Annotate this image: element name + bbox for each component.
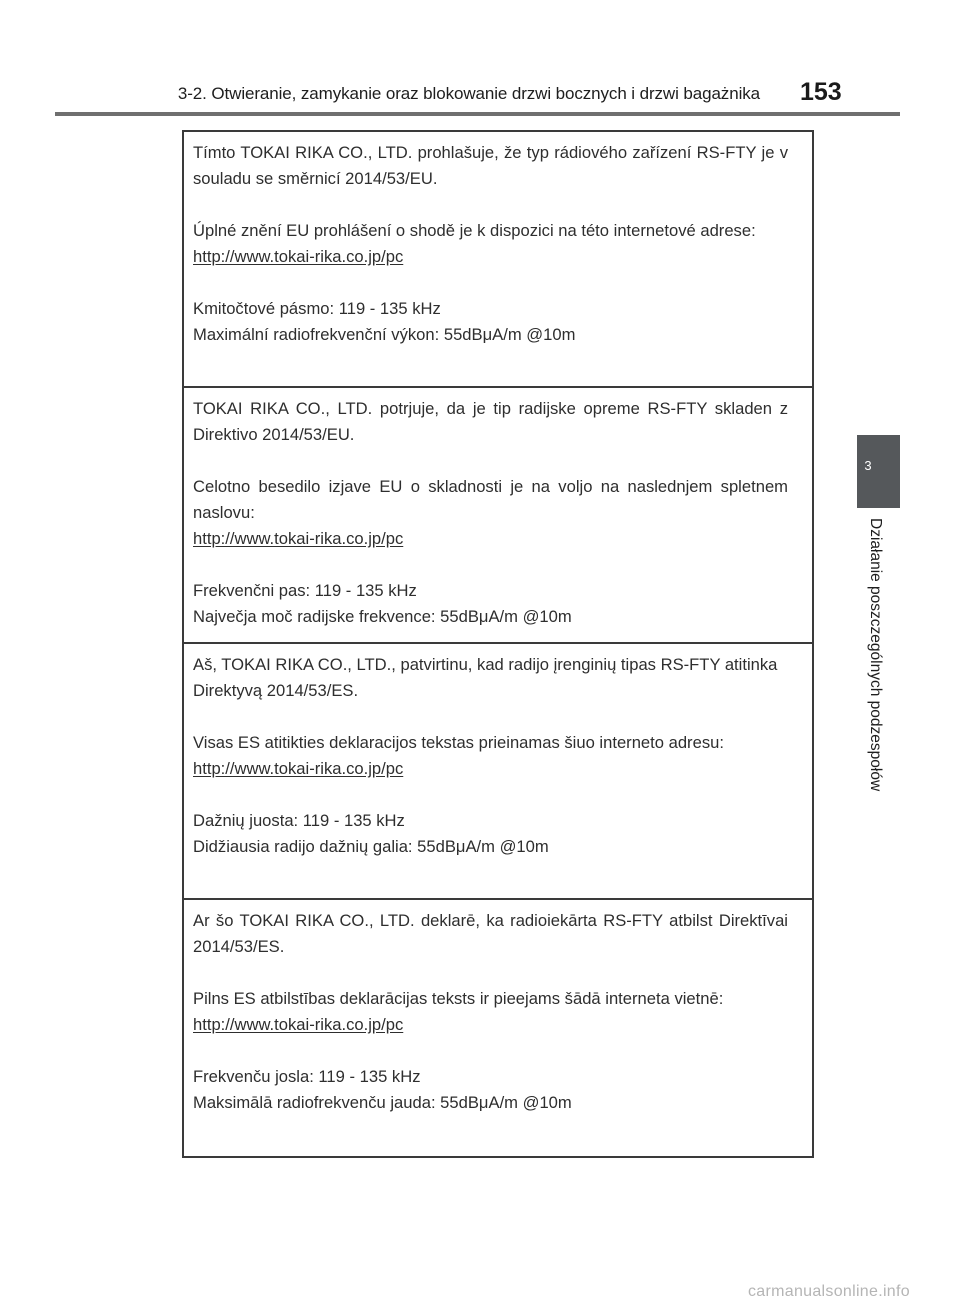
declaration-url-link[interactable]: http://www.tokai-rika.co.jp/pc [193, 1015, 404, 1034]
page-number: 153 [800, 78, 842, 106]
power-text: Maximální radiofrekvenční výkon: 55dBμA/m @10m [193, 325, 576, 344]
power-text: Maksimālā radiofrekvenču jauda: 55dBμA/m @10m [193, 1093, 572, 1112]
chapter-title: Działanie poszczególnych podzespołów [867, 518, 884, 792]
header-divider [55, 112, 900, 116]
watermark: carmanualsonline.info [748, 1283, 910, 1300]
frequency-text: Dažnių juosta: 119 - 135 kHz [193, 811, 405, 830]
declaration-section-slovenian [184, 388, 812, 644]
availability-text: Visas ES atitikties deklaracijos tekstas prieinamas šiuo interneto adresu: [193, 733, 724, 752]
chapter-number: 3 [864, 458, 872, 473]
availability-text: Pilns ES atbilstības deklarācijas teksts ir pieejams šādā interneta vietnē: [193, 989, 724, 1008]
declaration-section-czech [184, 132, 812, 388]
declaration-url-link[interactable]: http://www.tokai-rika.co.jp/pc [193, 759, 404, 778]
frequency-text: Kmitočtové pásmo: 119 - 135 kHz [193, 299, 441, 318]
declaration-text: Ar šo TOKAI RIKA CO., LTD. deklarē, ka radioiekārta RS-FTY atbilst Direktīvai 2014/53/ES. [193, 911, 788, 956]
chapter-tab [857, 435, 900, 508]
declaration-url-link[interactable]: http://www.tokai-rika.co.jp/pc [193, 247, 404, 266]
power-text: Največja moč radijske frekvence: 55dBμA/m @10m [193, 607, 572, 626]
running-header-title: 3-2. Otwieranie, zamykanie oraz blokowanie drzwi bocznych i drzwi bagażnika [177, 84, 760, 103]
declaration-text: Tímto TOKAI RIKA CO., LTD. prohlašuje, že typ rádiového zařízení RS-FTY je v souladu se směrnicí 2014/53/EU. [193, 143, 788, 188]
frequency-text: Frekvenčni pas: 119 - 135 kHz [193, 581, 417, 600]
declaration-url-link[interactable]: http://www.tokai-rika.co.jp/pc [193, 529, 404, 548]
declarations-box [182, 130, 814, 1158]
power-text: Didžiausia radijo dažnių galia: 55dBμA/m @10m [193, 837, 549, 856]
availability-text: Celotno besedilo izjave EU o skladnosti je na voljo na naslednjem spletnem naslovu: [193, 477, 788, 522]
declaration-text: TOKAI RIKA CO., LTD. potrjuje, da je tip radijske opreme RS-FTY skladen z Direktivo 2014/53/EU. [193, 399, 788, 444]
declaration-section-latvian [184, 900, 812, 1156]
frequency-text: Frekvenču josla: 119 - 135 kHz [193, 1067, 421, 1086]
availability-text: Úplné znění EU prohlášení o shodě je k dispozici na této internetové adrese: [193, 221, 756, 240]
declaration-section-lithuanian [184, 644, 812, 900]
declaration-text: Aš, TOKAI RIKA CO., LTD., patvirtinu, kad radijo įrenginių tipas RS-FTY atitinka Direktyvą 2014/53/ES. [193, 655, 778, 700]
